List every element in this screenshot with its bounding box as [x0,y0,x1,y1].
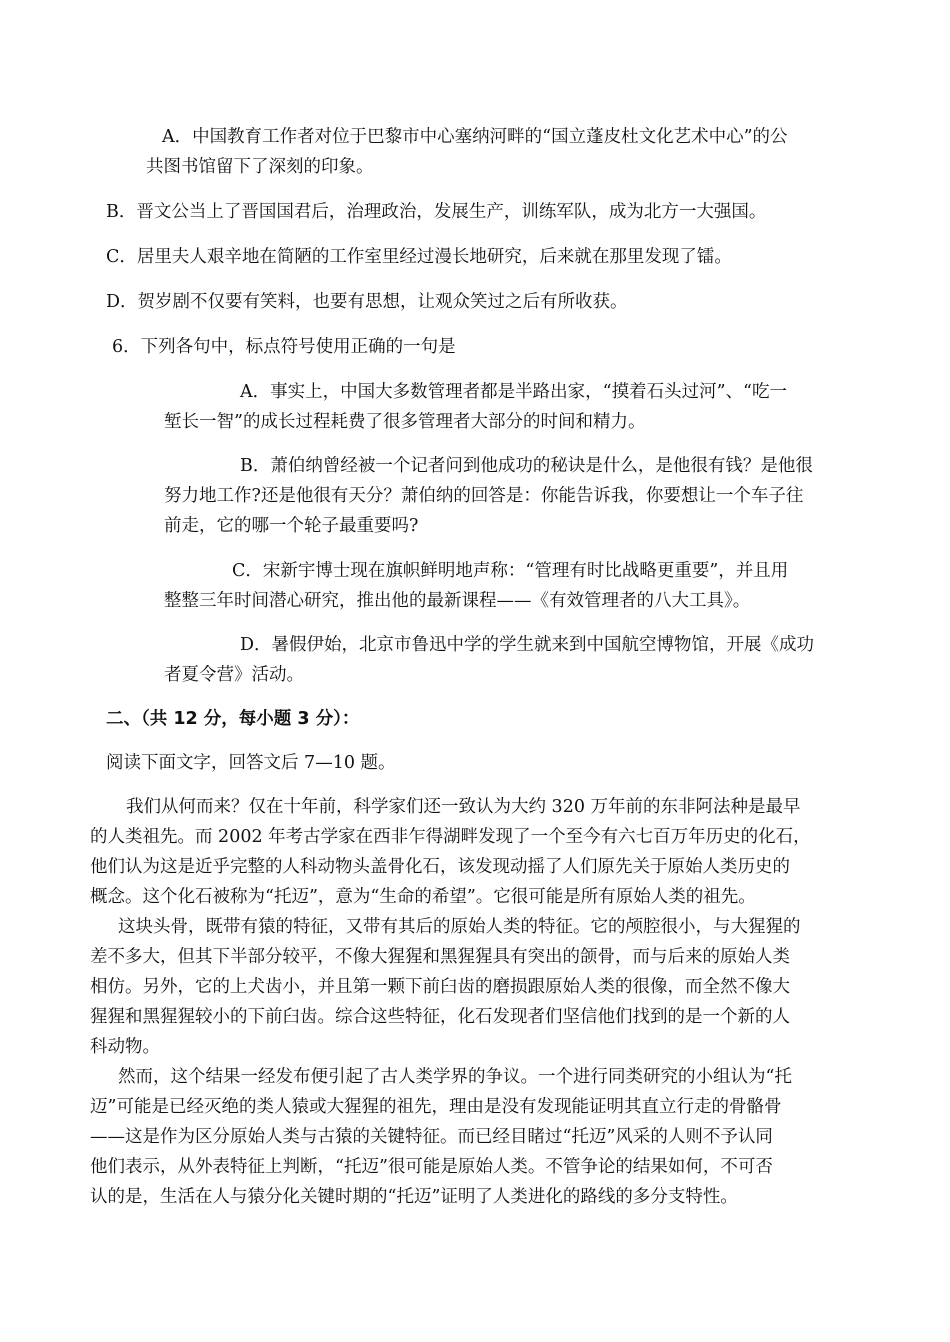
q6-option-c-line2: 整整三年时间潜心研究，推出他的最新课程——《有效管理者的八大工具》。 [164,591,751,611]
passage-p3-line2: 迈”可能是已经灭绝的类人猿或大猩猩的祖先，理由是没有发现能证明其直立行走的骨骼骨 [90,1097,782,1117]
passage-p1-line3: 他们认为这是近乎完整的人科动物头盖骨化石，该发现动摇了人们原先关于原始人类历史的 [90,857,790,877]
passage-p3-line4: 他们表示，从外表特征上判断，“托迈”很可能是原始人类。不管争论的结果如何，不可否 [90,1157,773,1177]
section-2-heading: 二、（共 12 分，每小题 3 分）： [106,709,360,729]
passage-p3-line3: ——这是作为区分原始人类与古猿的关键特征。而已经目睹过“托迈”风采的人则不予认同 [90,1127,773,1147]
q5-option-b: B．晋文公当上了晋国国君后，治理政治，发展生产，训练军队，成为北方一大强国。 [106,202,767,222]
passage-p2-line5: 科动物。 [90,1037,160,1057]
passage-p2-line3: 相仿。另外，它的上犬齿小，并且第一颗下前臼齿的磨损跟原始人类的很像，而全然不像大 [90,977,790,997]
q5-option-d: D．贺岁剧不仅要有笑料，也要有思想，让观众笑过之后有所收获。 [106,292,628,312]
q6-option-b-line2: 努力地工作?还是他很有天分？萧伯纳的回答是：你能告诉我，你要想让一个车子往 [164,486,804,506]
q6-option-a-line1: A．事实上，中国大多数管理者都是半路出家，“摸着石头过河”、“吃一 [240,382,787,402]
passage-p2-line1: 这块头骨，既带有猿的特征，又带有其后的原始人类的特征。它的颅腔很小，与大猩猩的 [118,917,801,937]
q6-option-b-line1: B．萧伯纳曾经被一个记者问到他成功的秘诀是什么，是他很有钱？是他很 [240,456,813,476]
section-2-instruction: 阅读下面文字，回答文后 7—10 题。 [106,753,396,773]
q6-stem: 6．下列各句中，标点符号使用正确的一句是 [112,337,456,357]
q5-option-a-line2: 共图书馆留下了深刻的印象。 [146,157,374,177]
passage-p3-line1: 然而，这个结果一经发布便引起了古人类学界的争议。一个进行同类研究的小组认为“托 [118,1067,792,1087]
q6-option-d-line2: 者夏令营》活动。 [164,665,304,685]
q5-option-c: C．居里夫人艰辛地在简陋的工作室里经过漫长地研究，后来就在那里发现了镭。 [106,247,732,267]
q6-option-d-line1: D．暑假伊始，北京市鲁迅中学的学生就来到中国航空博物馆，开展《成功 [240,635,815,655]
q6-option-c-line1: C．宋新宇博士现在旗帜鲜明地声称：“管理有时比战略更重要”，并且用 [232,561,789,581]
passage-p2-line4: 猩猩和黑猩猩较小的下前臼齿。综合这些特征，化石发现者们坚信他们找到的是一个新的人 [90,1007,790,1027]
passage-p1-line4: 概念。这个化石被称为“托迈”，意为“生命的希望”。它很可能是所有原始人类的祖先。 [90,887,756,907]
q5-option-a-line1: A．中国教育工作者对位于巴黎市中心塞纳河畔的“国立蓬皮杜文化艺术中心”的公 [162,127,788,147]
q6-option-a-line2: 堑长一智”的成长过程耗费了很多管理者大部分的时间和精力。 [164,412,646,432]
passage-p1-line2: 的人类祖先。而 2002 年考古学家在西非乍得湖畔发现了一个至今有六七百万年历史的化石， [90,827,811,847]
passage-p3-line5: 认的是，生活在人与猿分化关键时期的“托迈”证明了人类进化的路线的多分支特性。 [90,1187,738,1207]
passage-p2-line2: 差不多大，但其下半部分较平，不像大猩猩和黑猩猩具有突出的颌骨，而与后来的原始人类 [90,947,790,967]
passage-p1-line1: 我们从何而来？仅在十年前，科学家们还一致认为大约 320 万年前的东非阿法种是最早 [126,797,801,817]
q6-option-b-line3: 前走，它的哪一个轮子最重要吗? [164,516,419,536]
